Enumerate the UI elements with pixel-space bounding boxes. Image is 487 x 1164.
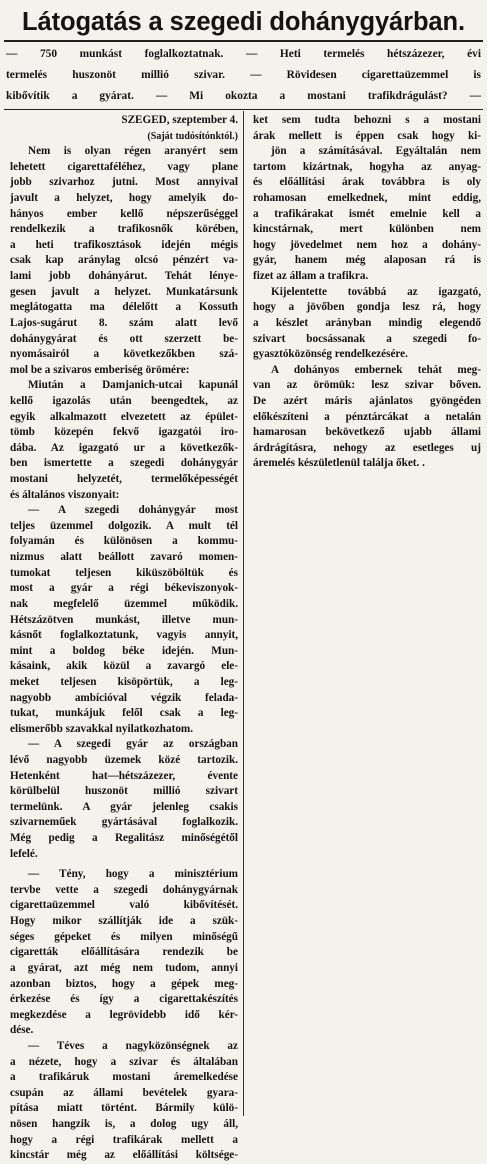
text-line: árak mellett is éppen csak hogy ki-	[253, 129, 481, 142]
text-line: — Téves a nagyközönségnek az	[28, 1039, 238, 1052]
text-line: cigaretták előállítására rendezik be	[10, 946, 238, 959]
text-line: tumokat teljesen kiküszöböltük és	[10, 566, 238, 579]
text-line: a gyárat, azt még nem tudom, annyi	[10, 961, 238, 974]
text-line: séges gépeket és milyen minőségű	[10, 930, 238, 943]
text-line: gesen javult a helyzet. Munkatársunk	[10, 285, 238, 298]
text-line: A dohányos embernek tehát meg-	[271, 363, 481, 376]
text-line: — A szegedi gyár az országban	[28, 738, 238, 751]
text-line: elismerőbb szavakkal nyilatkozhatom.	[10, 722, 194, 735]
text-line: most a gyár a régi békeviszonyok-	[10, 582, 238, 595]
text-line: hogy a jövőben gondja lesz rá, hogy	[253, 301, 481, 314]
text-line: hogy a régi trafikárak mellett a	[10, 1133, 238, 1146]
text-line: lami jobb dohányárut. Tehát lénye-	[10, 270, 238, 283]
text-line: körülbelül huszonöt millió szivart	[10, 785, 238, 798]
text-line: tartom kizártnak, hogyha az anyag-	[253, 160, 481, 173]
text-line: nagyobb ambícióval végzik felada-	[10, 691, 238, 704]
text-line: Hétszázötven munkást, illetve mun-	[10, 613, 238, 626]
text-line: mol be a szivaros emberiség örömére:	[10, 363, 190, 376]
text-line: csupán az állami bevételek gyara-	[10, 1086, 238, 1099]
text-line: a készlet arányban mindig elegendő	[253, 316, 481, 329]
text-line: — A szegedi dohánygyár most	[28, 504, 238, 517]
text-line: azonban biztos, hogy a gépek meg-	[10, 977, 238, 990]
text-line: meket teljesen kisöpörtük, a leg-	[10, 675, 238, 688]
text-line: hányos ember kellő népszerűséggel	[10, 207, 238, 220]
text-line: hogy jövedelmet nem hoz a dohány-	[253, 238, 481, 251]
text-line: szivart bocsássanak a szegedi fo-	[253, 332, 481, 345]
text-line: nyomásairól a következőkben szá-	[10, 348, 238, 361]
subheadline-line: kibővítik a gyárat. — Mi okozta a mostani trafikdrágulást? —	[6, 90, 481, 102]
text-line: jön a számításával. Egyáltalán nem	[271, 145, 481, 158]
text-line: a nézete, hogy a szivar és általában	[10, 1055, 238, 1068]
text-line: előkészíteni a pénztárcákat a netalán	[253, 410, 481, 423]
subheadline-line: termelés huszonöt millió szivar. — Rövidesen cigarettaüzemmel is	[6, 69, 481, 81]
text-line: meglátogatta ma délelőtt a Kossuth	[10, 301, 238, 314]
subheadline-line: — 750 munkást foglalkoztatnak. — Heti termelés hétszázezer, évi	[6, 48, 481, 60]
text-line: nizmus alatt beállott zavaró momen-	[10, 551, 238, 564]
subheadline-rule	[4, 109, 483, 110]
text-line: érkezése és így a cigarettakészítés	[10, 993, 238, 1006]
text-line: rohamosan emelkednek, mint eddig,	[253, 192, 481, 205]
headline-rule	[4, 40, 483, 42]
text-line: megkezdése a legrövidebb idő kér-	[10, 1008, 238, 1021]
text-line: jobb szivarhoz jutni. Most annyival	[10, 176, 238, 189]
text-line: ben ismertette a szegedi dohánygyár	[10, 457, 238, 470]
text-line: teljes üzemmel dolgozik. A mult tél	[10, 519, 238, 532]
text-line: csak kap aránylag olcsó pénzért va-	[10, 254, 238, 267]
text-line: Kijelentette továbbá az igazgató,	[271, 285, 481, 298]
text-line: áremelés készületlenül találja őket. .	[253, 457, 425, 470]
text-line: dése.	[10, 1024, 34, 1037]
text-line: kellő igazolás után beengedtek, az	[10, 394, 238, 407]
text-line: mint a boldog béke idején. Mun-	[10, 644, 238, 657]
text-line: kásaink, akik közül a zavargó ele-	[10, 660, 238, 673]
text-line: lehetett cigarettaféléhez, vagy plane	[10, 160, 238, 173]
text-line: lévő nagyobb üzemek közé tartozik.	[10, 753, 238, 766]
text-line: dába. Az igazgató ur a következők-	[10, 441, 238, 454]
text-line: kásnőt foglalkoztatunk, vagyis annyit,	[10, 629, 238, 642]
text-line: folyamán és különösen a kommu-	[10, 535, 238, 548]
text-line: és általános viszonyait:	[10, 488, 120, 501]
text-line: Nem is olyan régen aranyért sem	[28, 145, 238, 158]
text-line: Miután a Damjanich-utcai kapunál	[28, 379, 238, 392]
text-line: tukat, munkájuk felől csak a leg-	[10, 707, 238, 720]
article-headline: Látogatás a szegedi dohánygyárban.	[22, 8, 465, 36]
text-line: egyik alkalmazott elvezetett az épület-	[10, 410, 238, 423]
text-line: De azért máris ajánlatos gyöngéden	[253, 394, 481, 407]
text-line: gyár, hanem még alaposan rá is	[253, 254, 481, 267]
text-line: rendelkezik a trafikosnők körében,	[10, 223, 238, 236]
text-line: a trafikárakat ismét emelnie kell a	[253, 207, 481, 220]
text-line: Hetenként hat—hétszázezer, évente	[10, 769, 238, 782]
text-line: gyasztóközönség rendelkezésére.	[253, 348, 408, 361]
text-line: a heti trafikosztások idején mégis	[10, 238, 238, 251]
article-subheadline	[6, 44, 481, 107]
text-line: Lajos-sugárut 8. szám alatt levő	[10, 316, 238, 329]
text-line: ket sem tudta behozni s a mostani	[253, 114, 481, 126]
text-line: hamarosan bekövetkező ujabb állami	[253, 426, 481, 439]
text-line: fizet az állam a trafikra.	[253, 270, 369, 283]
text-line: mostani helyzetét, termelőképességét	[10, 473, 238, 486]
text-line: Hogy mikor szállítják ide a szük-	[10, 915, 238, 928]
text-line: lefelé.	[10, 847, 38, 860]
column-divider	[243, 111, 244, 1116]
text-line: és előállítási árak továbbra is oly	[253, 176, 481, 189]
article-column-left	[10, 113, 238, 1164]
text-line: termelünk. A gyár jelenleg csakis	[10, 800, 238, 813]
text-line: kincstárnak, mert különben nem	[253, 223, 481, 236]
text-line: szivarneműek gyártásával foglalkozik.	[10, 816, 238, 829]
text-line: Még pedig a Regalitász minőségétől	[10, 832, 238, 845]
article-column-right	[253, 113, 481, 472]
text-line: van az örömük: lesz szivar bőven.	[253, 379, 481, 392]
text-line: dohánygyárat és ott szerzett be-	[10, 332, 238, 345]
text-line: — Tény, hogy a minisztérium	[28, 868, 238, 881]
text-line: javult a helyzet, hogy amelyik do-	[10, 192, 238, 205]
text-line: nak megfelelő üzemmel működik.	[10, 597, 238, 610]
text-line: tömb közepén fekvő igazgatói iro-	[10, 426, 238, 439]
dateline: SZEGED, szeptember 4.	[121, 114, 238, 126]
text-line: pítása miatt történt. Bármily külö-	[10, 1102, 238, 1115]
text-line: cigarettaüzemmel való kibővítését.	[10, 899, 238, 912]
text-line: nösen hangzik is, a dolog ugy áll,	[10, 1118, 238, 1130]
text-line: árdrágításra, nehogy az esetleges uj	[253, 441, 481, 454]
text-line: kincstár még az előállítási költsége-	[10, 1149, 238, 1162]
text-line: a trafikáruk mostani áremelkedése	[10, 1071, 238, 1084]
byline: (Saját tudósítónktól.)	[147, 130, 238, 142]
text-line: tervbe vette a szegedi dohánygyárnak	[10, 883, 238, 896]
